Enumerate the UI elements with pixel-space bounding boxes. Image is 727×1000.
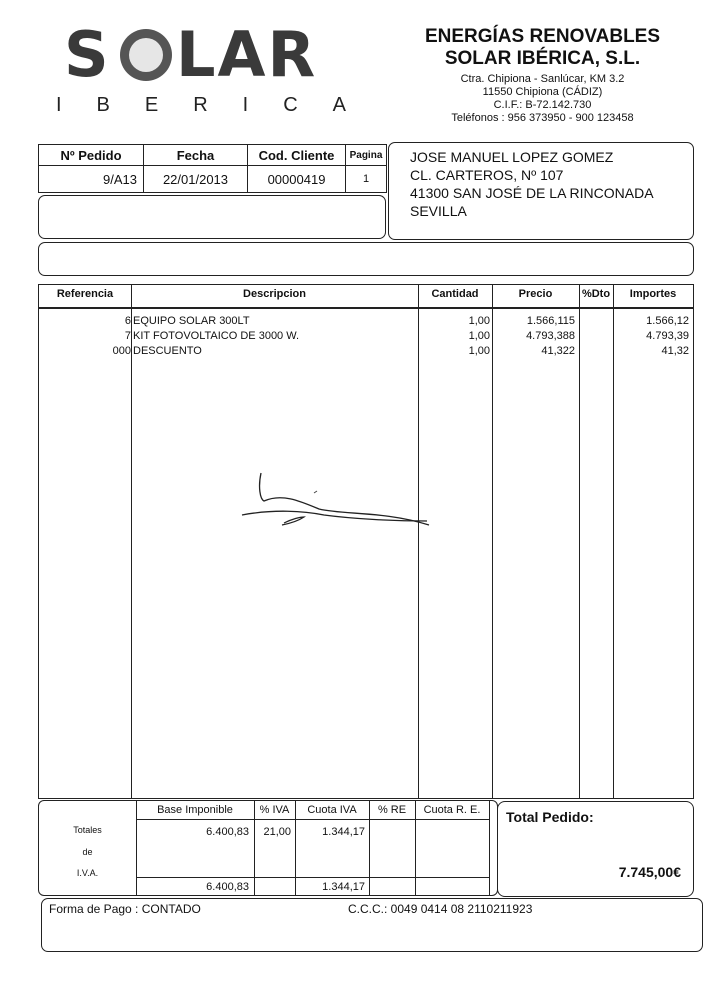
date-value: 22/01/2013 <box>144 166 248 193</box>
row-desc: DESCUENTO <box>133 345 202 357</box>
header-iva-pct: % IVA <box>259 804 290 816</box>
table-row <box>39 330 693 345</box>
client-street: CL. CARTEROS, Nº 107 <box>410 167 564 183</box>
header-base-imponible: Base Imponible <box>157 804 233 816</box>
company-name-line2: SOLAR IBÉRICA, S.L. <box>444 48 641 69</box>
header-cantidad: Cantidad <box>431 288 479 300</box>
row-ref: 000 <box>112 345 131 357</box>
page-label: Pagina <box>346 145 387 166</box>
cuota-iva-sum-value: 1.344,17 <box>322 881 365 893</box>
company-name-line1: ENERGÍAS RENOVABLES <box>424 26 661 47</box>
company-address1: Ctra. Chipiona - Sanlúcar, KM 3.2 <box>460 73 625 85</box>
company-phones: Teléfonos : 956 373950 - 900 123458 <box>451 112 634 124</box>
company-address2: 11550 Chipiona (CÁDIZ) <box>482 86 603 98</box>
vat-totals <box>38 800 498 896</box>
client-address <box>410 148 654 220</box>
company-logo <box>64 24 344 93</box>
header-precio: Precio <box>518 288 553 300</box>
client-code-label: Cod. Cliente <box>248 145 346 166</box>
iva-pct-value: 21,00 <box>263 826 291 838</box>
row-cant: 1,00 <box>468 315 490 327</box>
header-cuota-iva: Cuota IVA <box>307 804 357 816</box>
svg-text:S: S <box>64 24 111 84</box>
header-referencia: Referencia <box>56 288 114 300</box>
row-precio: 4.793,388 <box>526 330 575 342</box>
header-re-pct: % RE <box>377 804 407 816</box>
page-value: 1 <box>346 166 387 193</box>
total-order-label: Total Pedido: <box>506 809 594 825</box>
base-value: 6.400,83 <box>206 826 249 838</box>
company-cif: C.I.F.: B-72.142.730 <box>493 99 592 111</box>
bank-account: C.C.C.: 0049 0414 08 2110211923 <box>348 902 533 916</box>
signature <box>234 465 434 535</box>
totals-label: Totales <box>73 825 102 835</box>
row-importe: 4.793,39 <box>646 330 689 342</box>
base-sum-value: 6.400,83 <box>206 881 249 893</box>
row-precio: 1.566,115 <box>526 315 575 327</box>
svg-text:LAR: LAR <box>176 24 318 84</box>
total-order-value: 7.745,00€ <box>618 864 681 880</box>
payment-method <box>49 902 201 916</box>
header-importes: Importes <box>629 288 677 300</box>
client-province: SEVILLA <box>410 203 467 219</box>
items-header <box>39 285 693 309</box>
order-number-value: 9/A13 <box>39 166 144 193</box>
client-city: 41300 SAN JOSÉ DE LA RINCONADA <box>410 185 654 201</box>
payment-value: CONTADO <box>141 902 201 916</box>
date-label: Fecha <box>144 145 248 166</box>
logo-graphic <box>64 24 344 84</box>
row-desc: KIT FOTOVOLTAICO DE 3000 W. <box>133 330 300 342</box>
row-cant: 1,00 <box>468 345 490 357</box>
row-precio: 41,322 <box>541 345 575 357</box>
row-importe: 1.566,12 <box>646 315 689 327</box>
table-row <box>39 315 693 330</box>
row-cant: 1,00 <box>468 330 490 342</box>
order-header-table <box>38 144 387 193</box>
totals-de-label: de <box>82 847 93 857</box>
payment-label: Forma de Pago : <box>49 902 139 916</box>
cuota-iva-value: 1.344,17 <box>322 826 365 838</box>
client-name: JOSE MANUEL LOPEZ GOMEZ <box>410 149 614 165</box>
totals-iva-label: I.V.A. <box>76 868 99 878</box>
order-number-label: Nº Pedido <box>39 145 144 166</box>
row-ref: 7 <box>124 330 131 342</box>
total-order-box <box>497 801 694 897</box>
header-cuota-re: Cuota R. E. <box>423 804 481 816</box>
company-info <box>400 26 685 125</box>
blank-box-left <box>38 195 386 239</box>
items-table <box>38 284 694 799</box>
blank-box-wide <box>38 242 694 276</box>
logo-subtitle: IBERICA <box>56 94 382 116</box>
row-desc: EQUIPO SOLAR 300LT <box>133 315 250 327</box>
header-descripcion: Descripcion <box>243 288 306 300</box>
row-ref: 6 <box>124 315 131 327</box>
header-dto: %Dto <box>581 288 611 300</box>
payment-box <box>41 898 703 952</box>
table-row <box>39 345 693 360</box>
client-code-value: 00000419 <box>248 166 346 193</box>
row-importe: 41,32 <box>661 345 689 357</box>
